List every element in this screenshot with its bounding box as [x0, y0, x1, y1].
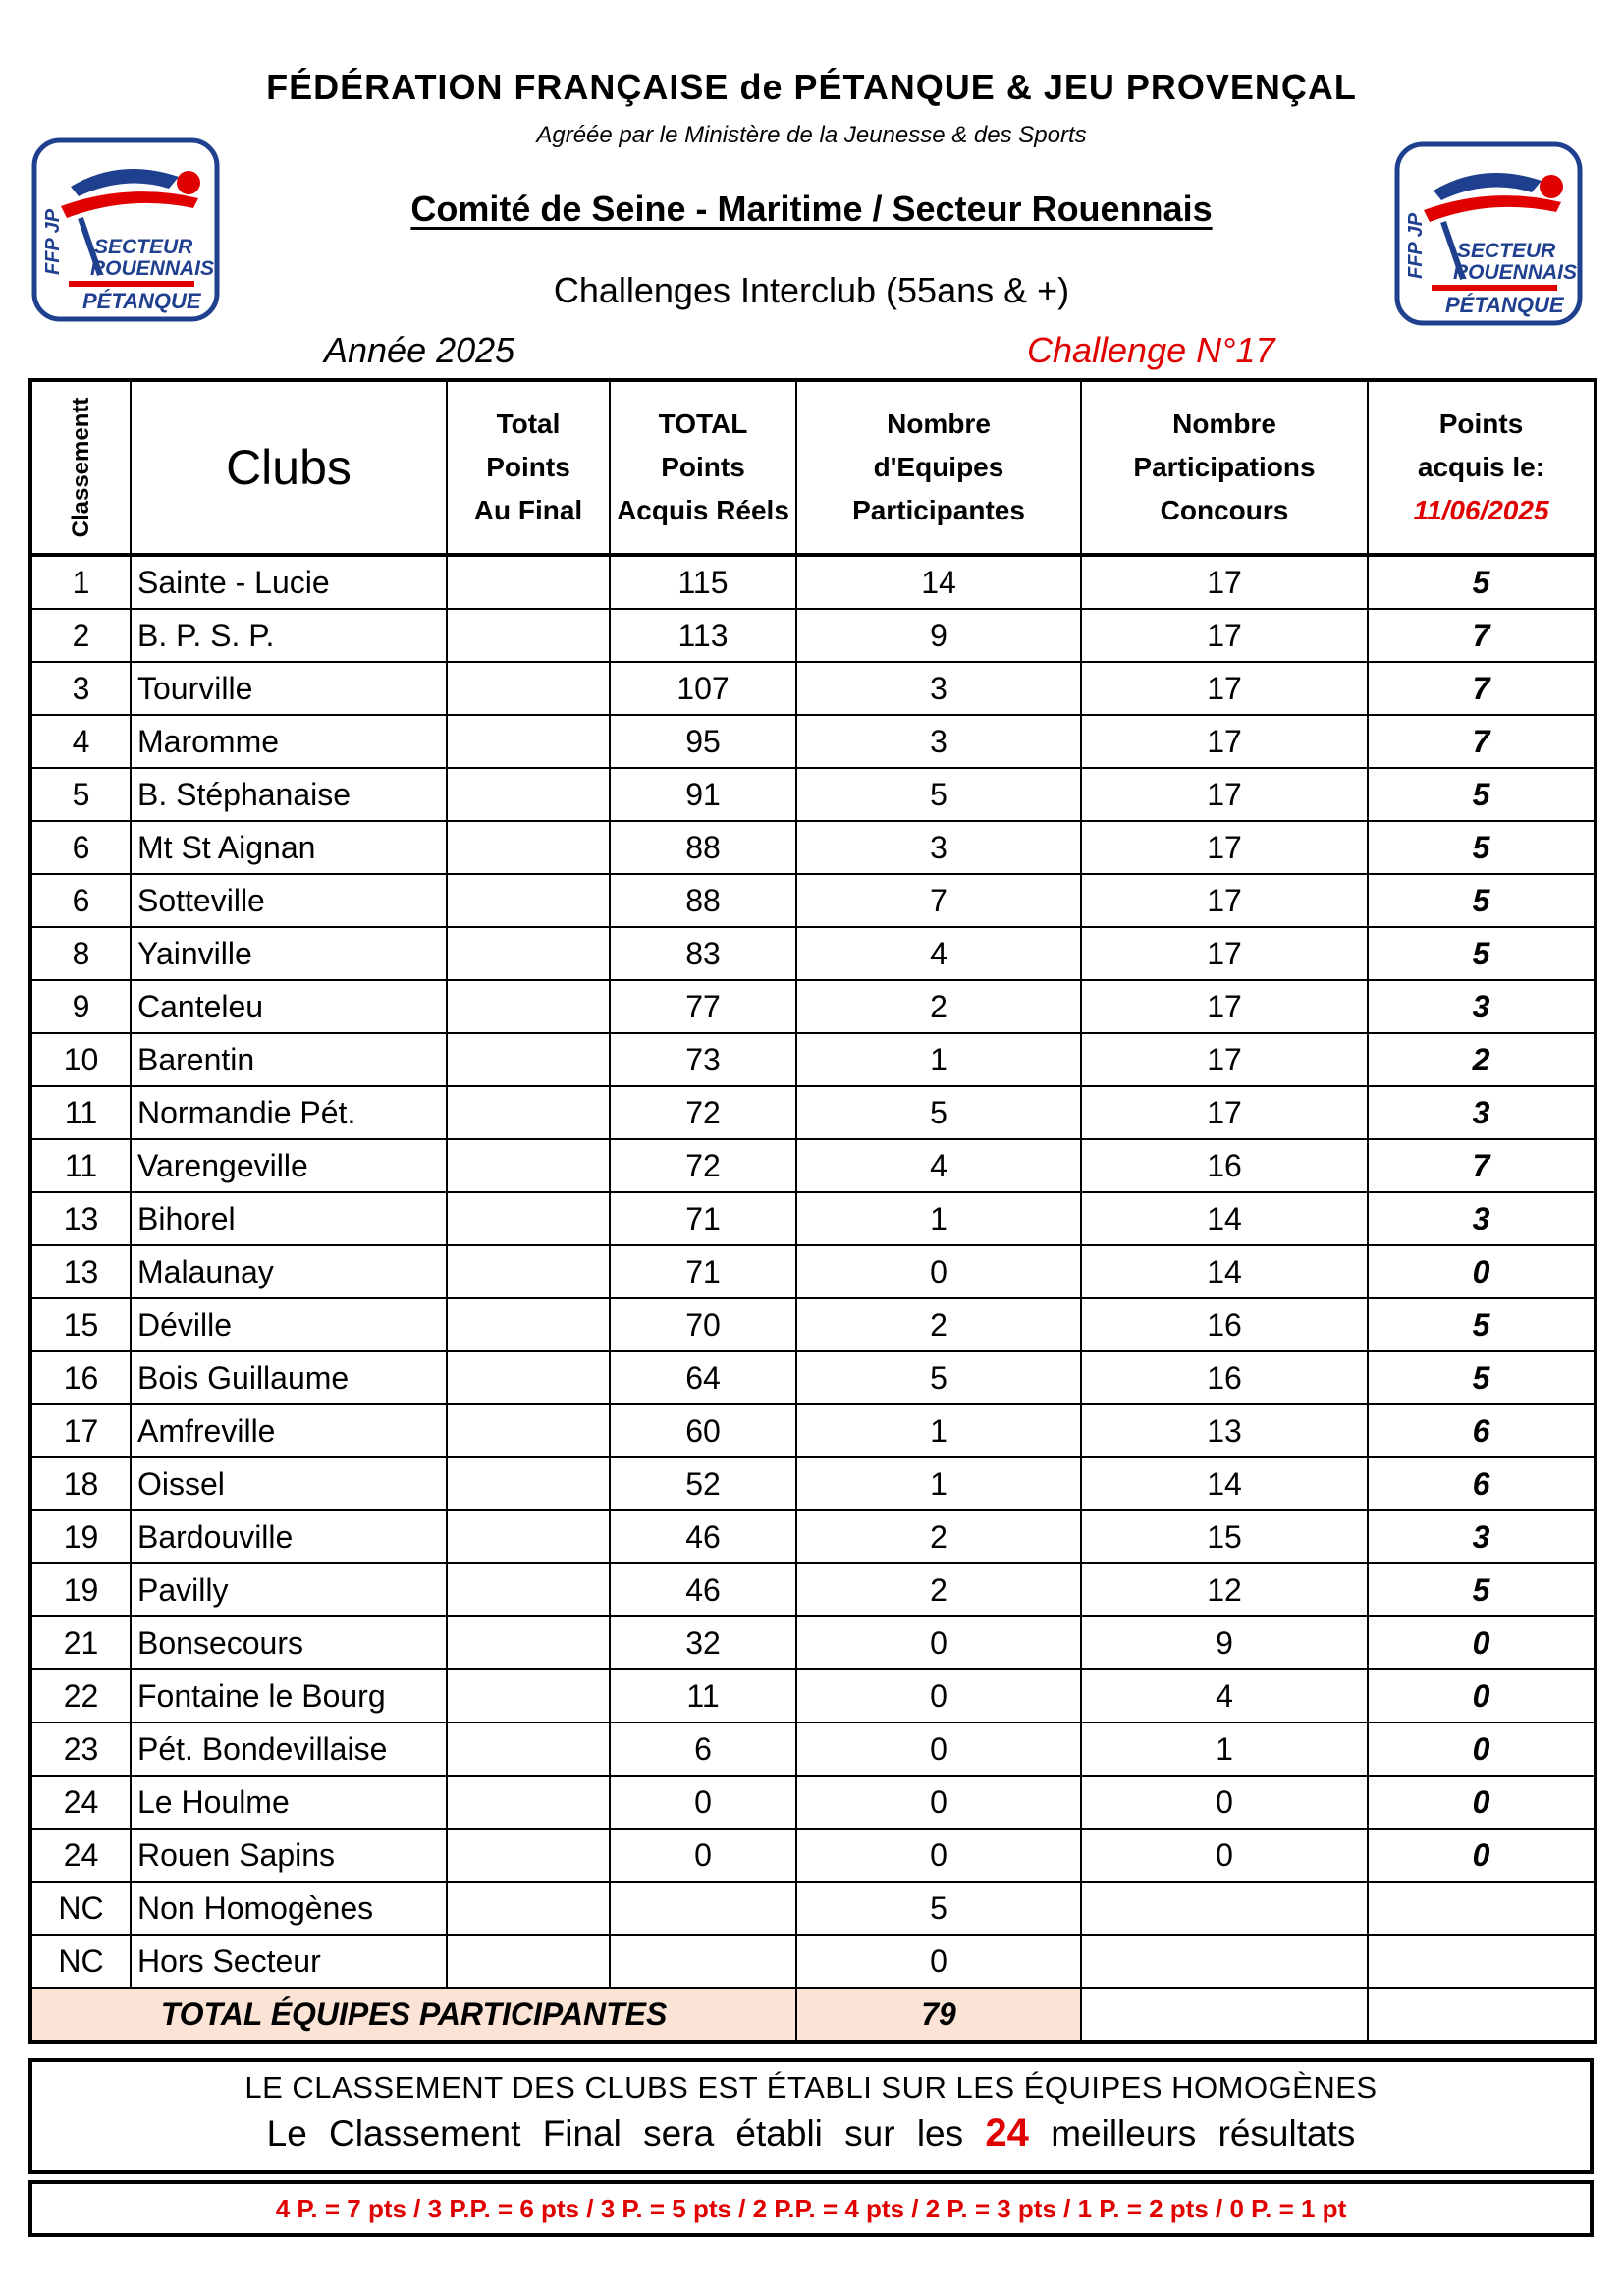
cell-rank: 23: [30, 1722, 131, 1776]
cell-points: 0: [1368, 1245, 1596, 1298]
cell-equipes: 9: [796, 609, 1081, 662]
cell-club: Sotteville: [131, 874, 447, 927]
agreement-subtitle: Agréée par le Ministère de la Jeunesse & des Sports: [536, 122, 1087, 148]
cell-final: [447, 662, 610, 715]
cell-rank: 22: [30, 1669, 131, 1722]
cell-rank: 15: [30, 1298, 131, 1351]
table-row: [30, 980, 1596, 1033]
cell-points: 3: [1368, 980, 1596, 1033]
note-homogenes: LE CLASSEMENT DES CLUBS EST ÉTABLI SUR LES ÉQUIPES HOMOGÈNES: [244, 2070, 1378, 2105]
cell-participations: 0: [1081, 1776, 1368, 1829]
cell-total: 71: [610, 1192, 796, 1245]
cell-participations: 17: [1081, 715, 1368, 768]
table-row: [30, 555, 1596, 609]
cell-final: [447, 609, 610, 662]
cell-total: 73: [610, 1033, 796, 1086]
cell-final: [447, 1457, 610, 1510]
cell-final: [447, 1298, 610, 1351]
notes-box: [28, 2058, 1594, 2174]
cell-equipes: 2: [796, 1563, 1081, 1616]
cell-club: Malaunay: [131, 1245, 447, 1298]
cell-participations: 4: [1081, 1669, 1368, 1722]
cell-total: [610, 1935, 796, 1988]
cell-rank: 21: [30, 1616, 131, 1669]
cell-total: [610, 1882, 796, 1935]
cell-club: Sainte - Lucie: [131, 555, 447, 609]
cell-points: 0: [1368, 1669, 1596, 1722]
cell-participations: [1081, 1935, 1368, 1988]
cell-points: 7: [1368, 662, 1596, 715]
svg-text:PÉTANQUE: PÉTANQUE: [82, 289, 201, 313]
cell-equipes: 0: [796, 1616, 1081, 1669]
cell-equipes: 1: [796, 1033, 1081, 1086]
cell-participations: 14: [1081, 1245, 1368, 1298]
cell-participations: 17: [1081, 609, 1368, 662]
cell-total: 72: [610, 1086, 796, 1139]
cell-club: Bihorel: [131, 1192, 447, 1245]
cell-points: 3: [1368, 1510, 1596, 1563]
cell-equipes: 1: [796, 1404, 1081, 1457]
svg-text:ROUENNAIS: ROUENNAIS: [1453, 261, 1578, 284]
table-row: [30, 874, 1596, 927]
total-empty-cell: [1081, 1988, 1368, 2042]
table-row: [30, 662, 1596, 715]
cell-equipes: 0: [796, 1245, 1081, 1298]
challenge-number: Challenge N°17: [1027, 330, 1275, 370]
cell-equipes: 2: [796, 980, 1081, 1033]
secteur-rouennais-logo-right: [1394, 141, 1583, 326]
cell-total: 88: [610, 821, 796, 874]
table-row: [30, 1563, 1596, 1616]
cell-total: 77: [610, 980, 796, 1033]
cell-club: Déville: [131, 1298, 447, 1351]
cell-total: 71: [610, 1245, 796, 1298]
cell-club: Hors Secteur: [131, 1935, 447, 1988]
cell-points: 0: [1368, 1616, 1596, 1669]
cell-total: 46: [610, 1563, 796, 1616]
cell-participations: 12: [1081, 1563, 1368, 1616]
cell-points: 5: [1368, 768, 1596, 821]
cell-final: [447, 715, 610, 768]
cell-equipes: 1: [796, 1457, 1081, 1510]
cell-final: [447, 1776, 610, 1829]
cell-rank: 19: [30, 1563, 131, 1616]
cell-points: 7: [1368, 715, 1596, 768]
table-row: [30, 1510, 1596, 1563]
table-row: [30, 609, 1596, 662]
cell-total: 46: [610, 1510, 796, 1563]
cell-final: [447, 1245, 610, 1298]
cell-club: Canteleu: [131, 980, 447, 1033]
cell-participations: 17: [1081, 980, 1368, 1033]
cell-final: [447, 1510, 610, 1563]
cell-equipes: 5: [796, 768, 1081, 821]
table-row: [30, 1404, 1596, 1457]
cell-points: 7: [1368, 1139, 1596, 1192]
cell-equipes: 0: [796, 1669, 1081, 1722]
cell-final: [447, 1563, 610, 1616]
cell-rank: 2: [30, 609, 131, 662]
table-row: [30, 1616, 1596, 1669]
cell-participations: 16: [1081, 1351, 1368, 1404]
cell-equipes: 1: [796, 1192, 1081, 1245]
table-row: [30, 1298, 1596, 1351]
table-row: [30, 1776, 1596, 1829]
cell-club: Rouen Sapins: [131, 1829, 447, 1882]
cell-final: [447, 1882, 610, 1935]
table-row: [30, 1935, 1596, 1988]
cell-rank: 24: [30, 1776, 131, 1829]
cell-total: 32: [610, 1616, 796, 1669]
header-classement: Classementt: [30, 380, 131, 555]
cell-participations: 15: [1081, 1510, 1368, 1563]
cell-club: Le Houlme: [131, 1776, 447, 1829]
svg-text:SECTEUR: SECTEUR: [94, 236, 193, 258]
cell-participations: 17: [1081, 555, 1368, 609]
cell-final: [447, 555, 610, 609]
cell-total: 11: [610, 1669, 796, 1722]
secteur-rouennais-logo-left: [31, 137, 220, 322]
cell-final: [447, 927, 610, 980]
ranking-table: [28, 378, 1597, 2044]
header-total-final: Total Points Au Final: [447, 380, 610, 555]
table-row: [30, 1086, 1596, 1139]
cell-equipes: 5: [796, 1086, 1081, 1139]
cell-total: 95: [610, 715, 796, 768]
total-label: TOTAL ÉQUIPES PARTICIPANTES: [30, 1988, 796, 2042]
cell-equipes: 4: [796, 1139, 1081, 1192]
cell-equipes: 2: [796, 1510, 1081, 1563]
table-row: [30, 1245, 1596, 1298]
cell-participations: 14: [1081, 1192, 1368, 1245]
header-nombre-participations: Nombre Participations Concours: [1081, 380, 1368, 555]
points-scale: 4 P. = 7 pts / 3 P.P. = 6 pts / 3 P. = 5 pts / 2 P.P. = 4 pts / 2 P. = 3 pts / 1 P. = 2 pts / 0 P. = 1 pt: [28, 2180, 1594, 2237]
cell-equipes: 3: [796, 715, 1081, 768]
table-row: [30, 1192, 1596, 1245]
cell-final: [447, 1139, 610, 1192]
header-total-reels: TOTAL Points Acquis Réels: [610, 380, 796, 555]
cell-participations: 17: [1081, 874, 1368, 927]
cell-club: Fontaine le Bourg: [131, 1669, 447, 1722]
cell-club: B. Stéphanaise: [131, 768, 447, 821]
cell-club: Mt St Aignan: [131, 821, 447, 874]
cell-rank: 6: [30, 874, 131, 927]
table-row: [30, 1033, 1596, 1086]
cell-club: Non Homogènes: [131, 1882, 447, 1935]
table-row: [30, 1669, 1596, 1722]
cell-club: Varengeville: [131, 1139, 447, 1192]
cell-rank: NC: [30, 1935, 131, 1988]
cell-final: [447, 1351, 610, 1404]
cell-points: [1368, 1935, 1596, 1988]
table-row: [30, 927, 1596, 980]
cell-points: 5: [1368, 927, 1596, 980]
cell-equipes: 2: [796, 1298, 1081, 1351]
cell-club: Normandie Pét.: [131, 1086, 447, 1139]
cell-total: 60: [610, 1404, 796, 1457]
cell-total: 83: [610, 927, 796, 980]
cell-rank: 10: [30, 1033, 131, 1086]
note-final-number: 24: [985, 2111, 1029, 2155]
cell-points: 5: [1368, 555, 1596, 609]
table-body: [30, 555, 1596, 2042]
table-row: [30, 715, 1596, 768]
svg-text:ROUENNAIS: ROUENNAIS: [90, 257, 215, 280]
cell-equipes: 0: [796, 1935, 1081, 1988]
cell-participations: 17: [1081, 927, 1368, 980]
cell-final: [447, 1669, 610, 1722]
cell-rank: 13: [30, 1245, 131, 1298]
cell-points: 5: [1368, 874, 1596, 927]
cell-final: [447, 1086, 610, 1139]
cell-points: 0: [1368, 1829, 1596, 1882]
cell-points: 0: [1368, 1776, 1596, 1829]
svg-text:PÉTANQUE: PÉTANQUE: [1445, 293, 1564, 317]
cell-participations: 13: [1081, 1404, 1368, 1457]
cell-points: 5: [1368, 1563, 1596, 1616]
note-final-after: meilleurs résultats: [1051, 2113, 1356, 2154]
federation-title: FÉDÉRATION FRANÇAISE de PÉTANQUE & JEU PROVENÇAL: [266, 67, 1357, 107]
cell-rank: 1: [30, 555, 131, 609]
cell-equipes: 0: [796, 1829, 1081, 1882]
cell-points: 5: [1368, 1298, 1596, 1351]
cell-final: [447, 821, 610, 874]
cell-club: Maromme: [131, 715, 447, 768]
committee-title: [0, 189, 1623, 230]
year-label: Année 2025: [324, 330, 515, 370]
cell-club: Amfreville: [131, 1404, 447, 1457]
cell-rank: 18: [30, 1457, 131, 1510]
cell-total: 115: [610, 555, 796, 609]
cell-club: Bonsecours: [131, 1616, 447, 1669]
table-row: [30, 768, 1596, 821]
cell-final: [447, 1935, 610, 1988]
cell-equipes: 14: [796, 555, 1081, 609]
cell-participations: 14: [1081, 1457, 1368, 1510]
cell-equipes: 0: [796, 1722, 1081, 1776]
cell-participations: 9: [1081, 1616, 1368, 1669]
cell-club: Pét. Bondevillaise: [131, 1722, 447, 1776]
cell-participations: 1: [1081, 1722, 1368, 1776]
table-row: [30, 1351, 1596, 1404]
cell-equipes: 4: [796, 927, 1081, 980]
cell-club: Bois Guillaume: [131, 1351, 447, 1404]
cell-total: 107: [610, 662, 796, 715]
cell-club: Pavilly: [131, 1563, 447, 1616]
total-value: 79: [796, 1988, 1081, 2042]
header-points-acquis: Points acquis le: 11/06/2025: [1368, 380, 1596, 555]
table-row: [30, 1722, 1596, 1776]
cell-equipes: 7: [796, 874, 1081, 927]
cell-rank: 19: [30, 1510, 131, 1563]
svg-text:SECTEUR: SECTEUR: [1457, 240, 1556, 262]
cell-participations: 17: [1081, 662, 1368, 715]
cell-equipes: 5: [796, 1351, 1081, 1404]
cell-equipes: 0: [796, 1776, 1081, 1829]
cell-participations: 0: [1081, 1829, 1368, 1882]
table-row: [30, 1457, 1596, 1510]
cell-equipes: 3: [796, 821, 1081, 874]
cell-total: 91: [610, 768, 796, 821]
svg-text:FFP JP: FFP JP: [1405, 212, 1427, 279]
cell-club: Yainville: [131, 927, 447, 980]
cell-club: Bardouville: [131, 1510, 447, 1563]
cell-rank: 8: [30, 927, 131, 980]
cell-final: [447, 1033, 610, 1086]
cell-total: 0: [610, 1776, 796, 1829]
cell-participations: 17: [1081, 1086, 1368, 1139]
cell-equipes: 3: [796, 662, 1081, 715]
challenges-subtitle: Challenges Interclub (55ans & +): [553, 270, 1070, 310]
cell-rank: 9: [30, 980, 131, 1033]
cell-rank: 11: [30, 1139, 131, 1192]
cell-rank: 17: [30, 1404, 131, 1457]
note-final-ranking: [32, 2111, 1590, 2156]
cell-participations: 17: [1081, 768, 1368, 821]
cell-final: [447, 1404, 610, 1457]
total-empty-cell: [1368, 1988, 1596, 2042]
table-row: [30, 1829, 1596, 1882]
cell-points: 3: [1368, 1192, 1596, 1245]
cell-points: 5: [1368, 1351, 1596, 1404]
cell-points: 6: [1368, 1404, 1596, 1457]
table-row: [30, 821, 1596, 874]
cell-total: 70: [610, 1298, 796, 1351]
cell-rank: 5: [30, 768, 131, 821]
cell-final: [447, 768, 610, 821]
cell-total: 52: [610, 1457, 796, 1510]
committee-title-text: Comité de Seine - Maritime / Secteur Rouennais: [410, 189, 1213, 229]
cell-points: 5: [1368, 821, 1596, 874]
cell-total: 6: [610, 1722, 796, 1776]
cell-participations: 17: [1081, 821, 1368, 874]
cell-points: 7: [1368, 609, 1596, 662]
note-final-before: Le Classement Final sera établi sur les: [266, 2113, 964, 2154]
cell-points: 0: [1368, 1722, 1596, 1776]
cell-points: [1368, 1882, 1596, 1935]
cell-rank: 16: [30, 1351, 131, 1404]
cell-rank: 4: [30, 715, 131, 768]
cell-rank: 13: [30, 1192, 131, 1245]
cell-rank: 24: [30, 1829, 131, 1882]
cell-participations: 17: [1081, 1033, 1368, 1086]
cell-club: Tourville: [131, 662, 447, 715]
cell-club: B. P. S. P.: [131, 609, 447, 662]
cell-final: [447, 980, 610, 1033]
table-row: [30, 1882, 1596, 1935]
cell-rank: 3: [30, 662, 131, 715]
cell-participations: 16: [1081, 1298, 1368, 1351]
cell-club: Barentin: [131, 1033, 447, 1086]
cell-rank: NC: [30, 1882, 131, 1935]
total-row: [30, 1988, 1596, 2042]
cell-total: 64: [610, 1351, 796, 1404]
cell-points: 2: [1368, 1033, 1596, 1086]
table-row: [30, 1139, 1596, 1192]
header-clubs: Clubs: [131, 380, 447, 555]
cell-final: [447, 1616, 610, 1669]
cell-final: [447, 1192, 610, 1245]
cell-total: 88: [610, 874, 796, 927]
cell-participations: [1081, 1882, 1368, 1935]
cell-final: [447, 1722, 610, 1776]
cell-rank: 11: [30, 1086, 131, 1139]
cell-rank: 6: [30, 821, 131, 874]
cell-total: 0: [610, 1829, 796, 1882]
cell-club: Oissel: [131, 1457, 447, 1510]
cell-points: 6: [1368, 1457, 1596, 1510]
cell-final: [447, 874, 610, 927]
cell-equipes: 5: [796, 1882, 1081, 1935]
cell-participations: 16: [1081, 1139, 1368, 1192]
cell-total: 72: [610, 1139, 796, 1192]
cell-total: 113: [610, 609, 796, 662]
cell-points: 3: [1368, 1086, 1596, 1139]
svg-text:FFP JP: FFP JP: [42, 208, 64, 275]
table-header-row: [30, 380, 1596, 555]
cell-final: [447, 1829, 610, 1882]
header-nombre-equipes: Nombre d'Equipes Participantes: [796, 380, 1081, 555]
